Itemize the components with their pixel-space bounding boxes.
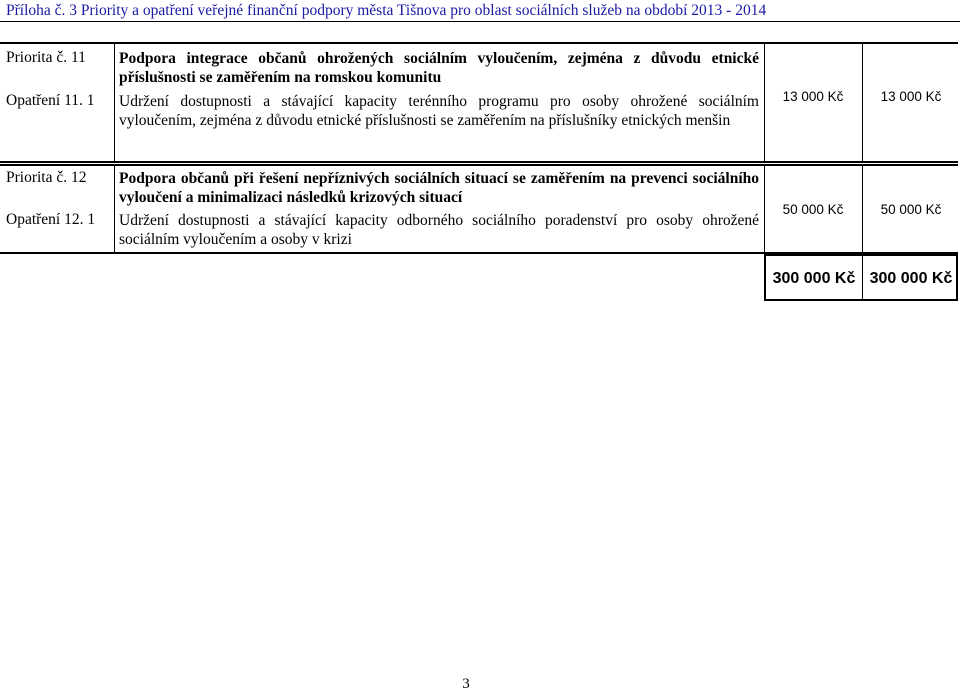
totals-box — [764, 254, 958, 301]
page-number: 3 — [462, 676, 470, 692]
priority-description: Podpora integrace občanů ohrožených sociálním vyloučením, zejména z důvodu etnické příslušnosti se zaměřením na romskou komunitu — [119, 50, 759, 86]
amount-cell: 13 000 Kč — [880, 89, 942, 104]
column-divider — [114, 166, 115, 252]
priority-description: Podpora občanů při řešení nepříznivých sociálních situací se zaměřením na prevenci sociálního vyloučení a minimalizaci následků krizových situací — [119, 170, 759, 206]
priority-label: Priorita č. 11 — [6, 49, 86, 66]
measure-label: Opatření 11. 1 — [6, 92, 95, 109]
amount-cell: 13 000 Kč — [782, 89, 844, 104]
priority-11-block — [0, 42, 958, 163]
measure-description: Udržení dostupnosti a stávající kapacity odborného sociálního poradenství pro osoby ohrožené sociálním vyloučením a osoby v krizi — [119, 212, 759, 248]
priority-12-block — [0, 164, 958, 254]
header-rule — [0, 21, 960, 22]
priority-label: Priorita č. 12 — [6, 169, 87, 186]
column-divider — [114, 44, 115, 161]
total-amount: 300 000 Kč — [869, 270, 953, 287]
measure-description: Udržení dostupnosti a stávající kapacity terénního programu pro osoby ohrožené sociálním vyloučením, zejména z důvodu etnické příslušnosti se zaměřením na příslušníky etnických menšin — [119, 93, 759, 129]
document-header: Příloha č. 3 Priority a opatření veřejné finanční podpory města Tišnova pro oblast sociálních služeb na období 2013 - 2014 — [6, 2, 767, 19]
amount-cell: 50 000 Kč — [782, 202, 844, 217]
amount-cell: 50 000 Kč — [880, 202, 942, 217]
total-amount: 300 000 Kč — [772, 270, 856, 287]
measure-label: Opatření 12. 1 — [6, 211, 96, 228]
